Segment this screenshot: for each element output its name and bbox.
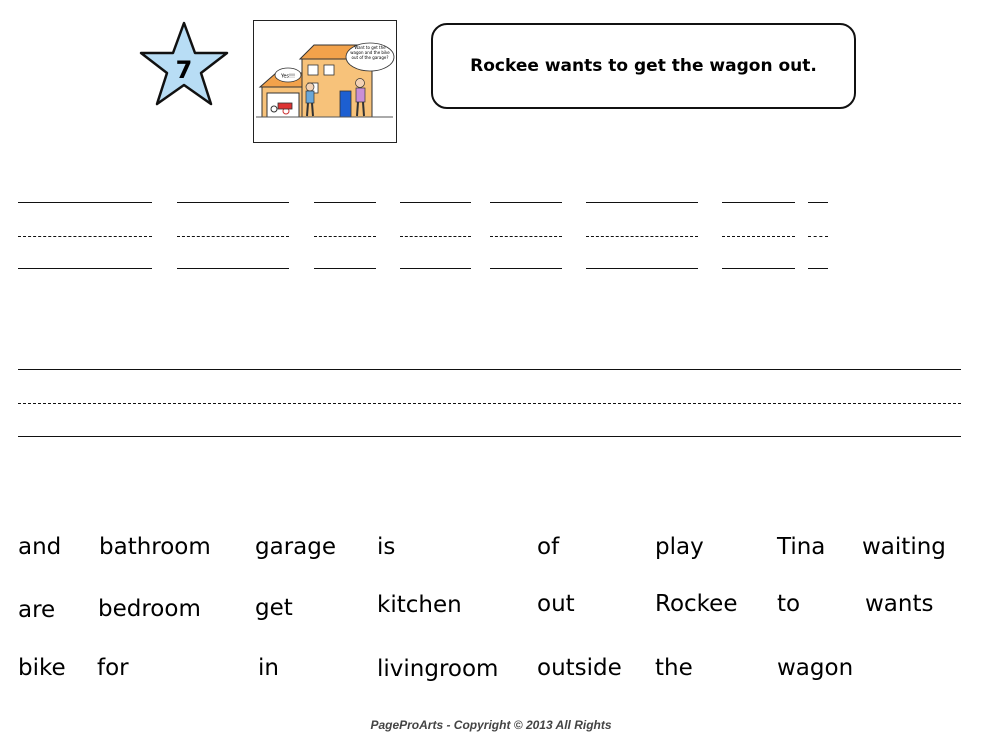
exercise-number: 7 [175, 56, 193, 84]
target-sentence: Rockee wants to get the wagon out. [470, 56, 817, 76]
sentence-box [431, 23, 856, 109]
word-bank-item: get [255, 595, 293, 621]
copyright-footer: PageProArts - Copyright © 2013 All Rights [370, 718, 612, 732]
word-bank-item: wagon [777, 655, 854, 681]
house-illustration [254, 21, 395, 141]
word-bank-item: bedroom [98, 596, 201, 622]
scene-picture [253, 20, 397, 143]
word-bank-item: bathroom [99, 534, 211, 560]
word-bank-item: bike [18, 655, 66, 681]
word-bank-item: out [537, 591, 575, 617]
word-bank-item: for [97, 655, 129, 681]
word-bank-item: of [537, 534, 560, 560]
star-number-badge [138, 20, 230, 108]
word-bank-item: outside [537, 655, 622, 681]
word-bank-item: play [655, 534, 704, 560]
word-bank-item: livingroom [377, 656, 499, 682]
word-bank-item: Tina [777, 534, 826, 560]
word-bank-item: are [18, 597, 56, 623]
picture-speech-right: Want to get the wagon and the bike out of the garage? [350, 45, 390, 60]
word-bank-item: and [18, 534, 62, 560]
word-bank-item: waiting [862, 534, 946, 560]
word-bank-item: wants [865, 591, 934, 617]
word-bank-item: garage [255, 534, 336, 560]
word-bank-item: the [655, 655, 693, 681]
word-bank-item: to [777, 591, 801, 617]
word-bank-item: Rockee [655, 591, 738, 617]
word-bank-item: is [377, 534, 396, 560]
picture-speech-left: Yes!!! [280, 73, 296, 80]
word-bank-item: in [258, 655, 279, 681]
word-bank-item: kitchen [377, 592, 462, 618]
